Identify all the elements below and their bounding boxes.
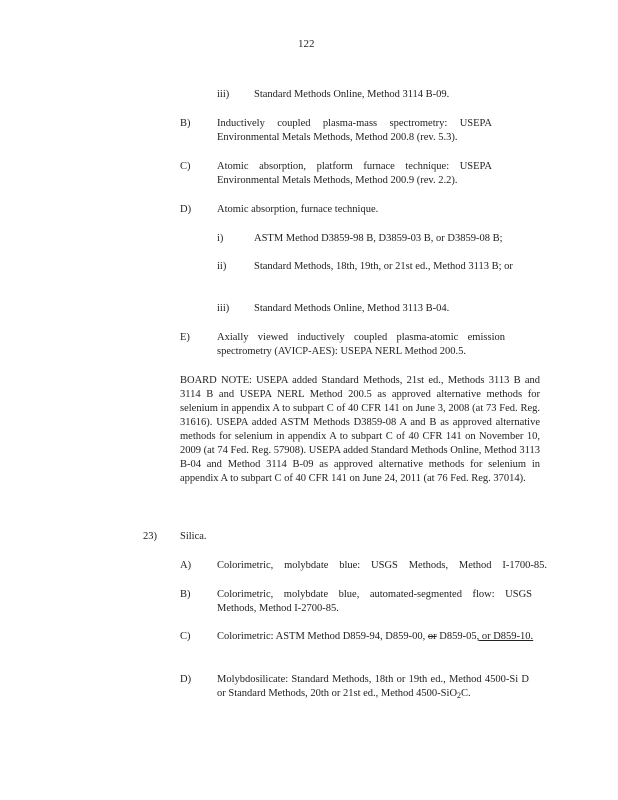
- list-label: C): [180, 161, 191, 172]
- list-item-text: Colorimetric, molybdate blue: USGS Methods, Method I-1700-85.: [217, 560, 547, 571]
- deleted-text: or: [427, 631, 437, 642]
- text-segment: Colorimetric: ASTM Method D859-94, D859-00,: [217, 631, 428, 642]
- list-item-text: Standard Methods, 18th, 19th, or 21st ed., Method 3113 B; or: [254, 261, 513, 272]
- subscript: 2: [457, 691, 462, 700]
- board-note: BOARD NOTE: USEPA added Standard Methods, 21st ed., Methods 3113 B and 3114 B and USEPA NERL Method 200.5 as approved alternative methods for selenium in appendix A to subpart C of 40 CFR 141 on June 3, 2008 (at 73 Fed. Reg. 31616). USEPA added ASTM Methods D3859-08 A and B as approved alternative methods for selenium in appendix A to subpart C of 40 CFR 141 on November 10, 2009 (at 74 Fed. Reg. 57908). USEPA added Standard Methods Online, Method 3113 B-04 and Method 3114 B-09 as approved alternative methods for selenium in appendix A to subpart C of 40 CFR 141 on June 24, 2011 (at 76 Fed. Reg. 37014).: [180, 375, 540, 484]
- list-label: iii): [217, 89, 230, 100]
- inserted-text: , or D859-10: [476, 631, 531, 642]
- list-label: A): [180, 560, 192, 571]
- list-item-text: ASTM Method D3859-98 B, D3859-03 B, or D3859-08 B;: [254, 233, 503, 244]
- list-item-text: Atomic absorption, furnace technique.: [217, 204, 379, 215]
- list-item-text: Axially viewed inductively coupled plasma-atomic emission spectrometry (AVICP-AES): USEPA NERL Method 200.5.: [217, 332, 505, 357]
- list-item-text: [217, 673, 529, 701]
- list-label: iii): [217, 303, 230, 314]
- list-label: D): [180, 674, 192, 685]
- list-label: B): [180, 118, 191, 129]
- text-segment: Molybdosilicate: Standard Methods, 18th or 19th ed., Method 4500-Si D or Standard Methods, 20th or 21st ed., Method 4500-SiO: [217, 674, 529, 699]
- list-item-text: Atomic absorption, platform furnace technique: USEPA Environmental Metals Methods, Method 200.9 (rev. 2.2).: [217, 161, 492, 186]
- list-item-text: Standard Methods Online, Method 3113 B-04.: [254, 303, 450, 314]
- list-item-text: [217, 630, 537, 644]
- list-label: B): [180, 589, 191, 600]
- inserted-text: .: [530, 631, 534, 642]
- list-item-text: Inductively coupled plasma-mass spectrometry: USEPA Environmental Metals Methods, Method 200.8 (rev. 5.3).: [217, 118, 492, 143]
- section-title: Silica.: [180, 531, 207, 542]
- page-number: 122: [298, 38, 315, 50]
- list-item-text: Colorimetric, molybdate blue, automated-segmented flow: USGS Methods, Method I-2700-85.: [217, 589, 532, 614]
- list-item-text: Standard Methods Online, Method 3114 B-09.: [254, 89, 450, 100]
- list-label: D): [180, 204, 192, 215]
- text-segment: D859-05: [436, 631, 477, 642]
- list-label: i): [217, 233, 224, 244]
- list-label: E): [180, 332, 190, 343]
- list-label: C): [180, 631, 191, 642]
- section-number: 23): [143, 531, 157, 542]
- list-label: ii): [217, 261, 227, 272]
- text-segment: C.: [461, 688, 471, 699]
